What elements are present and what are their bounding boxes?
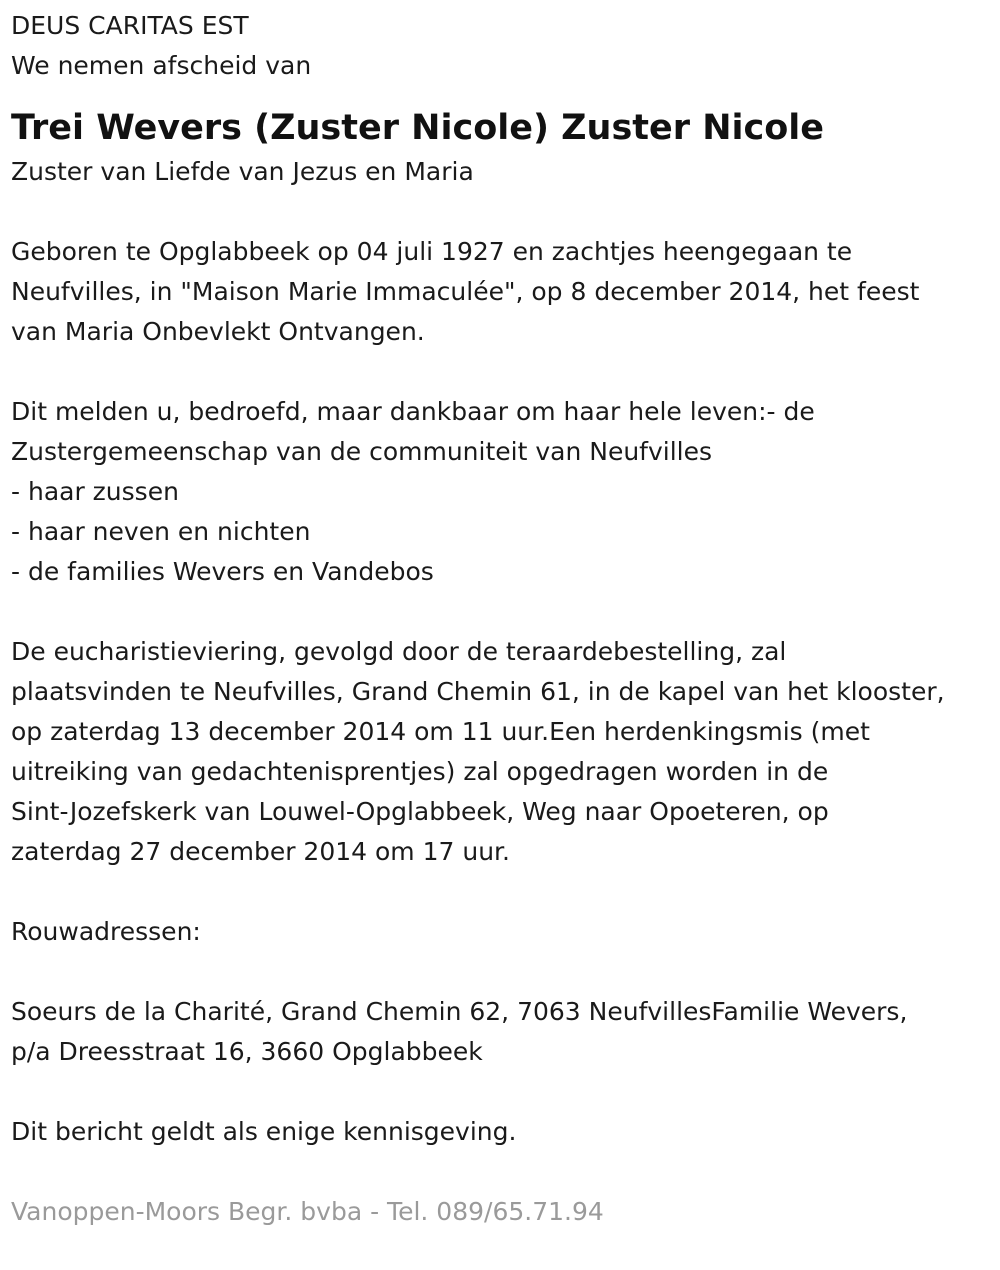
- paragraph-line: zaterdag 27 december 2014 om 17 uur.: [11, 837, 510, 866]
- list-item: - haar zussen: [11, 477, 179, 506]
- addresses-label: Rouwadressen:: [11, 917, 201, 946]
- ceremony-paragraph: [11, 632, 991, 872]
- paragraph-line: Geboren te Opglabbeek op 04 juli 1927 en zachtjes heengegaan te: [11, 237, 853, 266]
- paragraph-line: plaatsvinden te Neufvilles, Grand Chemin 61, in de kapel van het klooster,: [11, 677, 945, 706]
- list-item: - de families Wevers en Vandebos: [11, 557, 434, 586]
- paragraph-line: Dit melden u, bedroefd, maar dankbaar om haar hele leven:- de: [11, 397, 815, 426]
- spacer: [11, 1072, 991, 1112]
- paragraph-line: Sint-Jozefskerk van Louwel-Opglabbeek, Weg naar Opoeteren, op: [11, 797, 829, 826]
- spacer: [11, 352, 991, 392]
- deceased-subtitle: Zuster van Liefde van Jezus en Maria: [11, 157, 474, 186]
- address-line: Soeurs de la Charité, Grand Chemin 62, 7063 NeufvillesFamilie Wevers,: [11, 997, 908, 1026]
- paragraph-line: Neufvilles, in "Maison Marie Immaculée", op 8 december 2014, het feest: [11, 277, 920, 306]
- address-line: p/a Dreesstraat 16, 3660 Opglabbeek: [11, 1037, 483, 1066]
- paragraph-line: op zaterdag 13 december 2014 om 11 uur.Een herdenkingsmis (met: [11, 717, 870, 746]
- obituary-notice: [11, 6, 991, 1232]
- spacer: [11, 952, 991, 992]
- intro-text: We nemen afscheid van: [11, 51, 312, 80]
- addresses-paragraph: [11, 992, 991, 1072]
- spacer: [11, 1152, 991, 1192]
- paragraph-line: De eucharistieviering, gevolgd door de teraardebestelling, zal: [11, 637, 787, 666]
- notice-text: Dit bericht geldt als enige kennisgeving.: [11, 1117, 517, 1146]
- paragraph-line: van Maria Onbevlekt Ontvangen.: [11, 317, 425, 346]
- birth-death-paragraph: [11, 232, 991, 352]
- paragraph-line: Zustergemeenschap van de communiteit van Neufvilles: [11, 437, 713, 466]
- funeral-home-footer: Vanoppen-Moors Begr. bvba - Tel. 089/65.71.94: [11, 1197, 604, 1226]
- spacer: [11, 592, 991, 632]
- deceased-name: Trei Wevers (Zuster Nicole) Zuster Nicole: [11, 108, 825, 148]
- spacer: [11, 872, 991, 912]
- announcement-paragraph: [11, 392, 991, 592]
- paragraph-line: uitreiking van gedachtenisprentjes) zal opgedragen worden in de: [11, 757, 829, 786]
- motto: DEUS CARITAS EST: [11, 11, 249, 40]
- spacer: [11, 192, 991, 232]
- list-item: - haar neven en nichten: [11, 517, 311, 546]
